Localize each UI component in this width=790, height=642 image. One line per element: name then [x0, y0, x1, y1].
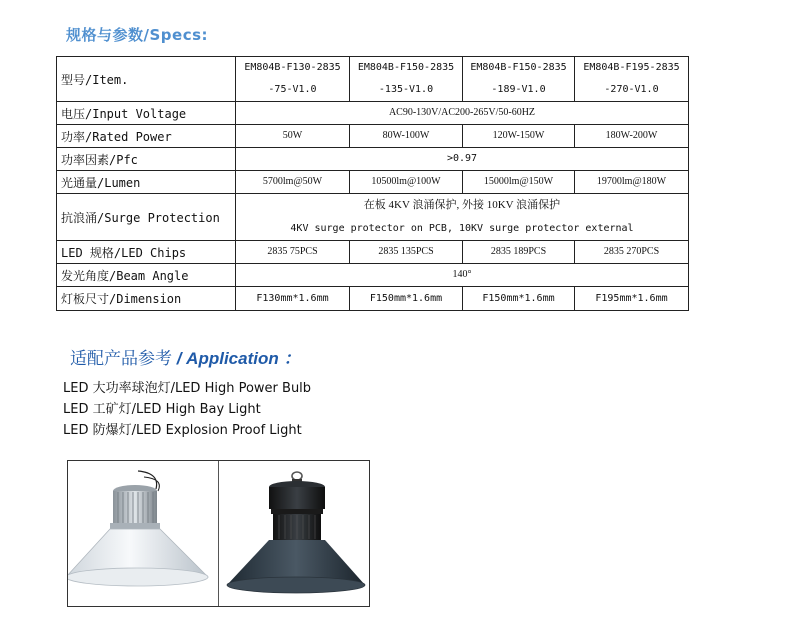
row-power: [57, 125, 689, 148]
label-surge: 抗浪涌/Surge Protection: [57, 194, 236, 241]
label-chips: LED 规格/LED Chips: [57, 241, 236, 264]
lumen-value-4: 19700lm@180W: [575, 171, 689, 194]
row-beam-angle: [57, 264, 689, 287]
specs-table: [56, 56, 689, 311]
label-power: 功率/Rated Power: [57, 125, 236, 148]
model-cell-2: [350, 57, 463, 102]
application-item: LED 大功率球泡灯/LED High Power Bulb: [63, 381, 312, 396]
model-code: EM804B-F130-2835: [244, 62, 341, 73]
product-photo-frame: [67, 460, 370, 607]
dimension-value-3: F150mm*1.6mm: [463, 287, 575, 311]
chips-value-3: 2835 189PCS: [463, 241, 575, 264]
lumen-value-1: 5700lm@50W: [236, 171, 350, 194]
model-code: EM804B-F150-2835: [470, 62, 567, 73]
model-code: EM804B-F150-2835: [357, 62, 455, 73]
dimension-value-4: F195mm*1.6mm: [575, 287, 689, 311]
row-item: [57, 57, 689, 102]
power-value-3: 120W-150W: [463, 125, 575, 148]
power-value-1: 50W: [236, 125, 350, 148]
label-dimension: 灯板尺寸/Dimension: [57, 287, 236, 311]
chips-value-1: 2835 75PCS: [236, 241, 350, 264]
model-suffix: -75-V1.0: [268, 84, 317, 95]
model-cell-3: [463, 57, 575, 102]
application-item: LED 工矿灯/LED High Bay Light: [63, 402, 261, 417]
application-title: [70, 344, 300, 369]
row-chips: [57, 241, 689, 264]
row-dimension: [57, 287, 689, 311]
surge-value: [236, 194, 689, 241]
row-surge: [57, 194, 689, 241]
application-list: [63, 378, 311, 441]
label-beam-angle: 发光角度/Beam Angle: [57, 264, 236, 287]
application-title-cn: 适配产品参考: [70, 349, 172, 369]
model-cell-1: [236, 57, 350, 102]
row-lumen: [57, 171, 689, 194]
label-pfc: 功率因素/Pfc: [57, 148, 236, 171]
power-value-2: 80W-100W: [350, 125, 463, 148]
label-item: 型号/Item.: [57, 57, 236, 102]
power-value-4: 180W-200W: [575, 125, 689, 148]
model-suffix: -189-V1.0: [491, 84, 546, 95]
specs-title: 规格与参数/Specs:: [66, 26, 209, 44]
model-suffix: -270-V1.0: [604, 84, 659, 95]
surge-text-en: 4KV surge protector on PCB, 10KV surge protector external: [290, 223, 634, 234]
label-voltage: 电压/Input Voltage: [57, 102, 236, 125]
chips-value-2: 2835 135PCS: [350, 241, 463, 264]
chips-value-4: 2835 270PCS: [575, 241, 689, 264]
model-cell-4: [575, 57, 689, 102]
model-suffix: -135-V1.0: [378, 84, 434, 95]
lumen-value-3: 15000lm@150W: [463, 171, 575, 194]
lumen-value-2: 10500lm@100W: [350, 171, 463, 194]
dimension-value-2: F150mm*1.6mm: [350, 287, 463, 311]
application-title-en: / Application ：: [172, 349, 301, 368]
model-code: EM804B-F195-2835: [583, 62, 680, 73]
row-pfc: [57, 148, 689, 171]
high-bay-lamp-aluminum-image: [68, 461, 218, 606]
pfc-value: >0.97: [236, 148, 689, 171]
voltage-value: AC90-130V/AC200-265V/50-60HZ: [236, 102, 689, 125]
dimension-value-1: F130mm*1.6mm: [236, 287, 350, 311]
application-item: LED 防爆灯/LED Explosion Proof Light: [63, 423, 302, 438]
beam-angle-value: 140°: [236, 264, 689, 287]
surge-text-cn: 在板 4KV 浪涌保护, 外接 10KV 浪涌保护: [363, 199, 561, 211]
row-voltage: [57, 102, 689, 125]
label-lumen: 光通量/Lumen: [57, 171, 236, 194]
high-bay-lamp-black-image: [219, 461, 369, 606]
